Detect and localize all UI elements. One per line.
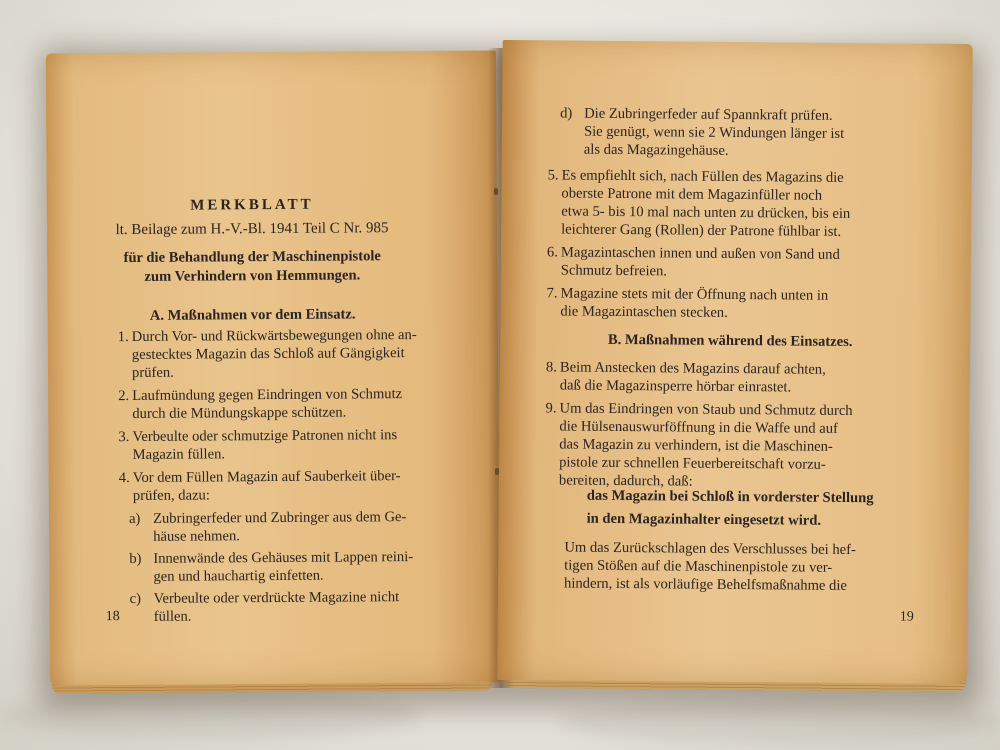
item-line: häuse nehmen. — [153, 528, 240, 545]
item-text — [561, 166, 918, 241]
item-line: pistole zur schnellen Feuerbereitschaft vorzu- — [559, 454, 826, 473]
item-line: Durch Vor- und Rückwärtsbewegungen ohne an- — [131, 326, 417, 345]
item-line: Es empfiehlt sich, nach Füllen des Magazins die — [561, 167, 844, 186]
page-number: 19 — [899, 609, 914, 625]
list-item — [118, 426, 463, 464]
right-top-list — [560, 104, 931, 166]
left-page — [46, 50, 500, 685]
list-item — [118, 326, 463, 382]
sub-item-label: b) — [129, 550, 142, 568]
item-number: 3. — [118, 429, 130, 446]
subtitle-line1: lt. Beilage zum H.-V.-Bl. 1941 Teil C Nr. 985 — [115, 220, 389, 239]
item-number: 6. — [546, 244, 558, 261]
item-line: Beim Anstecken des Magazins darauf achten, — [559, 359, 826, 378]
sub-item-label: c) — [129, 590, 142, 608]
item-text — [560, 358, 918, 397]
sub-item-text — [584, 105, 930, 162]
item-text — [561, 243, 917, 282]
list-item — [546, 358, 918, 397]
item-line: die Magazintaschen stecken. — [560, 303, 728, 321]
paragraph-line: hindern, ist als vorläufige Behelfsmaßnahme die — [563, 575, 848, 594]
item-text — [560, 284, 916, 323]
list-item — [547, 243, 917, 282]
item-number: 9. — [545, 400, 557, 417]
right-section-b-list — [545, 358, 918, 492]
right-page — [497, 40, 973, 684]
emphasis-line1: das Magazin bei Schloß in vorderster Stellung — [586, 487, 874, 507]
left-numbered-list — [118, 326, 465, 626]
item-number: 8. — [545, 359, 557, 376]
item-line: daß die Magazinsperre hörbar einrastet. — [559, 377, 792, 396]
sub-item — [560, 104, 930, 161]
item-line: Vor dem Füllen Magazin auf Sauberkeit über- — [132, 468, 401, 486]
item-line: etwa 5- bis 10 mal nach unten zu drücken, bis ein — [561, 203, 851, 222]
section-b-heading: B. Maßnahmen während des Einsatzes. — [607, 331, 853, 351]
item-line: Laufmündung gegen Eindringen von Schmutz — [132, 386, 403, 404]
sub-item-text — [153, 548, 464, 586]
item-line: gestecktes Magazin das Schloß auf Gängigkeit — [131, 345, 405, 363]
item-line: Magazintaschen innen und außen von Sand und — [560, 244, 840, 263]
paragraph-line: Um das Zurückschlagen des Verschlusses bei hef- — [564, 539, 856, 559]
list-item — [119, 467, 464, 505]
item-line: Um das Eindringen von Staub und Schmutz durch — [559, 400, 853, 420]
item-line: Innenwände des Gehäuses mit Lappen reini- — [153, 549, 414, 567]
item-line: Magazin füllen. — [132, 446, 226, 463]
item-text — [133, 467, 464, 505]
sub-item-label: a) — [128, 510, 141, 528]
sub-item-label: d) — [560, 105, 573, 122]
list-item — [118, 385, 463, 423]
item-line: Die Zubringerfeder auf Spannkraft prüfen. — [584, 105, 833, 124]
item-line: füllen. — [153, 608, 192, 625]
item-line: prüfen, dazu: — [132, 487, 210, 504]
sub-item — [129, 508, 464, 546]
item-text — [132, 426, 463, 464]
list-item — [546, 284, 916, 323]
right-numbered-list — [546, 166, 917, 323]
page-title: MERKBLATT — [190, 196, 314, 214]
item-line: Verbeulte oder schmutzige Patronen nicht ins — [132, 427, 398, 445]
closing-paragraph — [564, 539, 934, 596]
item-line: als das Magazingehäuse. — [583, 141, 729, 159]
item-text — [132, 385, 463, 423]
section-a-heading: A. Maßnahmen vor dem Einsatz. — [149, 306, 356, 324]
item-line: die Hülsenauswurföffnung in die Waffe und auf — [559, 418, 838, 437]
sub-item-text — [153, 508, 464, 546]
item-line: leichterer Gang (Rollen) der Patrone fühlbar ist. — [561, 221, 842, 240]
list-item — [547, 166, 918, 241]
subtitle-line2: für die Behandlung der Maschinenpistole — [123, 248, 381, 267]
emphasis-line2: in den Magazinhalter eingesetzt wird. — [586, 510, 822, 529]
item-line: Magazine stets mit der Öffnung nach unten in — [560, 285, 829, 304]
sub-item — [129, 548, 464, 586]
item-number: 7. — [546, 285, 558, 302]
item-line: Zubringerfeder und Zubringer aus dem Ge- — [152, 509, 407, 527]
item-line: bereiten, dadurch, daß: — [558, 472, 693, 490]
list-item — [545, 399, 918, 492]
item-text — [559, 399, 918, 492]
binding-staple — [494, 188, 498, 195]
page-number: 18 — [105, 609, 120, 625]
item-number: 2. — [118, 388, 130, 405]
item-number: 1. — [117, 329, 129, 346]
paragraph-line: tigen Stößen auf die Maschinenpistole zu ver- — [564, 557, 833, 576]
item-text — [132, 326, 463, 382]
item-line: Schmutz befreien. — [560, 262, 668, 280]
subtitle-line3: zum Verhindern von Hemmungen. — [144, 267, 361, 285]
item-line: gen und hauchartig einfetten. — [153, 567, 324, 585]
item-line: das Magazin zu verhindern, ist die Maschinen- — [559, 436, 833, 455]
item-number: 4. — [118, 470, 130, 487]
item-line: prüfen. — [131, 364, 174, 381]
item-line: durch die Mündungskappe schützen. — [132, 404, 347, 422]
sub-item-text — [154, 588, 465, 626]
item-line: oberste Patrone mit dem Magazinfüller noch — [561, 185, 823, 204]
item-line: Verbeulte oder verdrückte Magazine nicht — [153, 589, 400, 607]
item-line: Sie genügt, wenn sie 2 Windungen länger ist — [583, 123, 845, 142]
item-number: 5. — [547, 167, 559, 184]
sub-item — [130, 588, 465, 626]
